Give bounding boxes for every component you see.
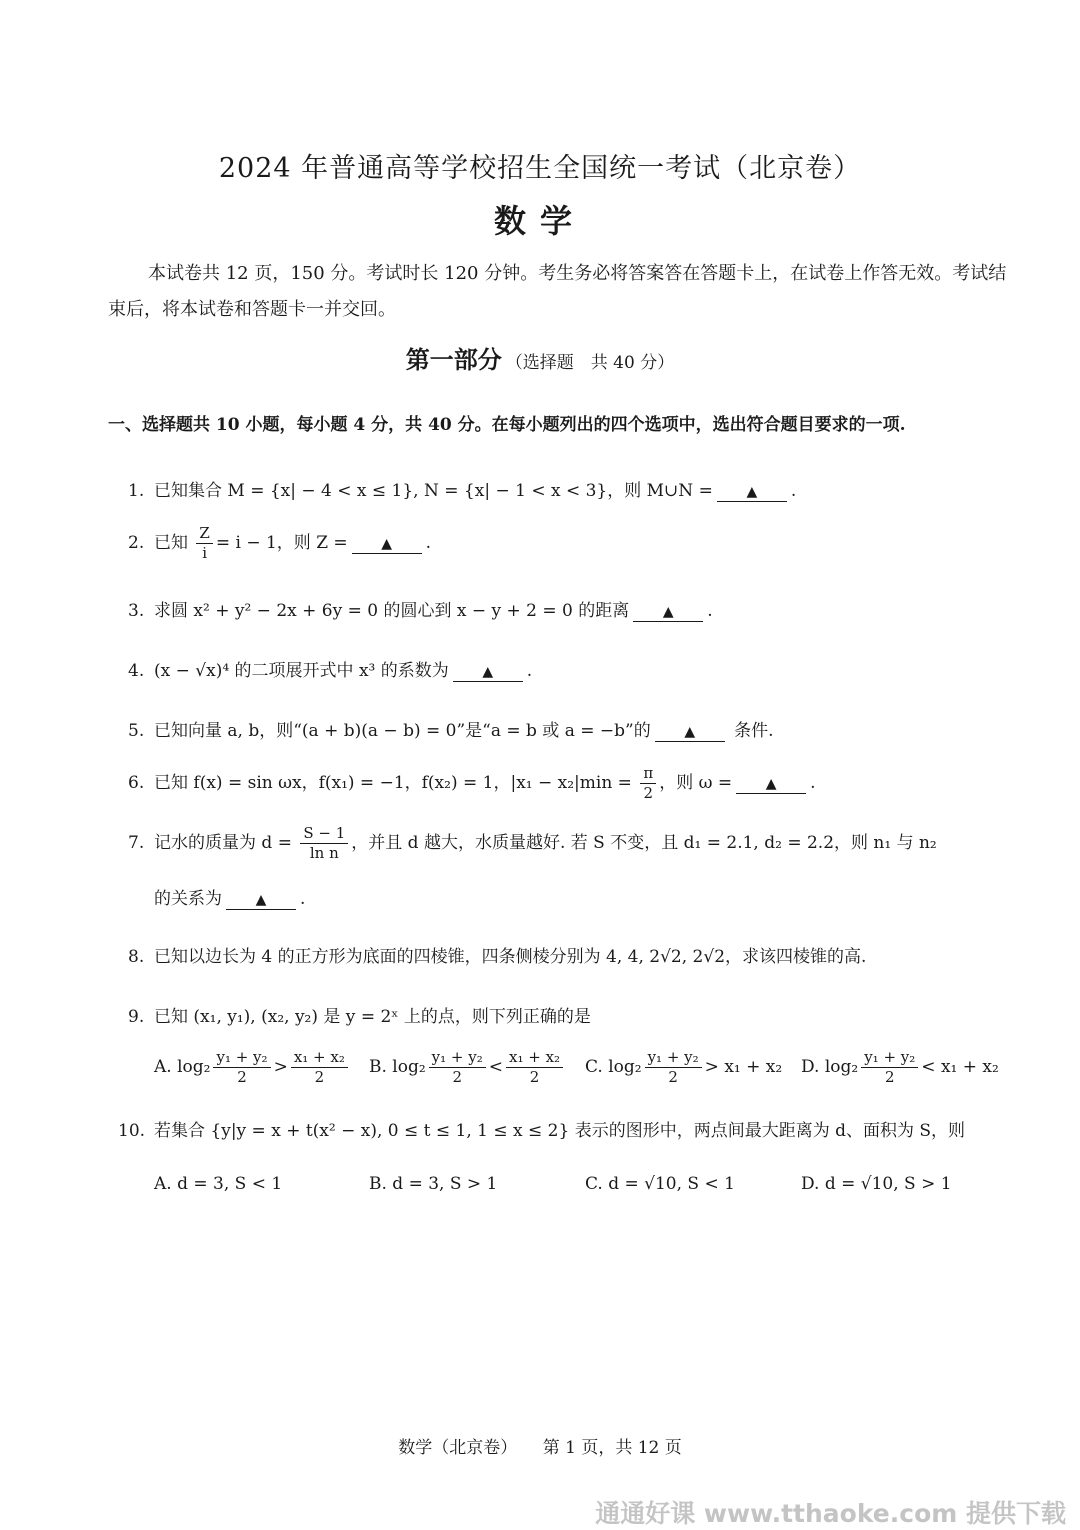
question-text: 已知 bbox=[154, 533, 188, 553]
numerator: y₁ + y₂ bbox=[861, 1048, 918, 1068]
blank-mark: ▲ bbox=[662, 604, 674, 620]
question-text: 的关系为 bbox=[154, 889, 222, 909]
q9-option-c bbox=[585, 1048, 782, 1087]
blank-mark: ▲ bbox=[765, 776, 777, 792]
option-label: A. log₂ bbox=[154, 1057, 211, 1077]
question-text: 已知 f(x) = sin ωx，f(x₁) = −1，f(x₂) = 1，|x₁ − x₂|min = bbox=[154, 773, 632, 793]
question-number: 3. bbox=[128, 601, 145, 621]
relation: < x₁ + x₂ bbox=[921, 1057, 999, 1077]
fraction bbox=[861, 1048, 918, 1087]
question-number: 8. bbox=[128, 947, 145, 967]
question-number: 5. bbox=[128, 721, 145, 741]
question-number: 9. bbox=[128, 1007, 145, 1027]
denominator: 2 bbox=[529, 1068, 540, 1086]
fraction bbox=[300, 824, 348, 863]
relation: > bbox=[273, 1057, 288, 1077]
question-text: 已知集合 M = {x| − 4 < x ≤ 1}, N = {x| − 1 < x < 3}，则 M∪N = bbox=[154, 481, 713, 501]
answer-blank bbox=[352, 534, 422, 554]
part-heading bbox=[0, 340, 1080, 375]
numerator: y₁ + y₂ bbox=[213, 1048, 270, 1068]
question-end: . bbox=[810, 773, 816, 793]
denominator: 2 bbox=[452, 1068, 462, 1086]
fraction bbox=[645, 1048, 702, 1087]
question-text: 若集合 {y|y = x + t(x² − x), 0 ≤ t ≤ 1, 1 ≤ x ≤ 2} 表示的图形中，两点间最大距离为 d、面积为 S，则 bbox=[154, 1121, 966, 1141]
watermark: 通通好课 www.tthaoke.com 提供下载 bbox=[595, 1499, 1066, 1528]
numerator: S − 1 bbox=[300, 824, 348, 844]
question-9 bbox=[128, 1002, 591, 1027]
q10-option-c: C. d = √10, S < 1 bbox=[585, 1174, 735, 1194]
question-end: . bbox=[790, 481, 797, 501]
question-7-line-2 bbox=[154, 884, 305, 910]
blank-mark: ▲ bbox=[684, 724, 696, 740]
denominator: i bbox=[202, 544, 208, 562]
exam-title: 2024 年普通高等学校招生全国统一考试（北京卷） bbox=[218, 153, 862, 184]
question-end: . bbox=[526, 661, 533, 681]
question-end: . bbox=[425, 533, 432, 553]
part-main: 第一部分 bbox=[405, 345, 502, 374]
question-text: 已知以边长为 4 的正方形为底面的四棱锥，四条侧棱分别为 4, 4, 2√2, 2√2，求该四棱锥的高. bbox=[154, 947, 867, 967]
fraction bbox=[291, 1048, 348, 1087]
question-text: 已知向量 a, b，则“(a + b)(a − b) = 0”是“a = b 或 a = −b”的 bbox=[154, 721, 651, 741]
blank-mark: ▲ bbox=[482, 664, 494, 680]
question-text: 记水的质量为 d = bbox=[154, 833, 292, 853]
denominator: 2 bbox=[237, 1068, 247, 1086]
question-number: 10. bbox=[118, 1121, 146, 1141]
fraction bbox=[640, 764, 656, 803]
question-number: 1. bbox=[128, 481, 145, 501]
question-4 bbox=[128, 656, 532, 682]
part-sub: （选择题 共 40 分） bbox=[505, 353, 675, 373]
q9-option-b bbox=[369, 1048, 566, 1087]
option-label: D. log₂ bbox=[801, 1057, 859, 1077]
numerator: y₁ + y₂ bbox=[429, 1048, 486, 1068]
question-number: 7. bbox=[128, 833, 145, 853]
question-10 bbox=[118, 1116, 965, 1141]
question-text: (x − √x)⁴ 的二项展开式中 x³ 的系数为 bbox=[154, 661, 449, 681]
intro-paragraph: 本试卷共 12 页，150 分。考试时长 120 分钟。考生务必将答案答在答题卡上，在试卷上作答无效。考试结束后，将本试卷和答题卡一并交回。 bbox=[108, 263, 1007, 320]
question-3 bbox=[128, 596, 713, 622]
relation: < bbox=[488, 1057, 504, 1077]
numerator: x₁ + x₂ bbox=[506, 1048, 563, 1068]
question-end: . bbox=[300, 889, 306, 909]
q10-option-a: A. d = 3, S < 1 bbox=[154, 1174, 283, 1194]
blank-mark: ▲ bbox=[255, 892, 267, 908]
question-text-cont: = i − 1，则 Z = bbox=[215, 533, 348, 553]
answer-blank bbox=[633, 602, 703, 622]
denominator: ln n bbox=[309, 844, 339, 862]
numerator: Z bbox=[196, 524, 212, 544]
q10-option-d: D. d = √10, S > 1 bbox=[801, 1174, 952, 1194]
question-2 bbox=[128, 524, 431, 563]
question-end: 条件. bbox=[728, 721, 774, 741]
blank-mark: ▲ bbox=[746, 484, 758, 500]
subject-title: 数学 bbox=[493, 202, 586, 240]
numerator: x₁ + x₂ bbox=[291, 1048, 348, 1068]
denominator: 2 bbox=[643, 784, 654, 802]
denominator: 2 bbox=[884, 1068, 895, 1086]
q9-option-a bbox=[154, 1048, 351, 1087]
q10-option-b: B. d = 3, S > 1 bbox=[369, 1174, 498, 1194]
page-footer: 数学（北京卷） 第 1 页，共 12 页 bbox=[398, 1438, 682, 1458]
answer-blank bbox=[717, 482, 787, 502]
blank-mark: ▲ bbox=[381, 536, 393, 552]
question-text: 求圆 x² + y² − 2x + 6y = 0 的圆心到 x − y + 2 = 0 的距离 bbox=[154, 601, 630, 621]
question-text: 已知 (x₁, y₁), (x₂, y₂) 是 y = 2ˣ 上的点，则下列正确的是 bbox=[154, 1007, 591, 1027]
fraction bbox=[506, 1048, 563, 1087]
section-heading: 一、选择题共 10 小题，每小题 4 分，共 40 分。在每小题列出的四个选项中，选出符合题目要求的一项. bbox=[108, 415, 906, 435]
question-8 bbox=[128, 942, 866, 967]
question-end: . bbox=[707, 601, 713, 621]
option-label: B. log₂ bbox=[369, 1057, 426, 1077]
question-6 bbox=[128, 764, 816, 803]
question-7 bbox=[128, 824, 937, 863]
fraction bbox=[213, 1048, 270, 1087]
answer-blank bbox=[736, 774, 806, 794]
numerator: y₁ + y₂ bbox=[645, 1048, 702, 1068]
question-number: 4. bbox=[128, 661, 145, 681]
denominator: 2 bbox=[314, 1068, 325, 1086]
option-label: C. log₂ bbox=[585, 1057, 642, 1077]
q9-option-d bbox=[801, 1048, 999, 1087]
question-number: 2. bbox=[128, 533, 145, 553]
answer-blank bbox=[226, 890, 296, 910]
relation: > x₁ + x₂ bbox=[704, 1057, 783, 1077]
denominator: 2 bbox=[668, 1068, 678, 1086]
answer-blank bbox=[655, 722, 725, 742]
answer-blank bbox=[453, 662, 523, 682]
numerator: π bbox=[640, 764, 656, 784]
fraction bbox=[429, 1048, 486, 1087]
question-1 bbox=[128, 476, 796, 502]
question-number: 6. bbox=[128, 773, 145, 793]
fraction bbox=[196, 524, 212, 563]
question-text-cont: ，则 ω = bbox=[659, 773, 733, 793]
question-text-cont: ，并且 d 越大，水质量越好. 若 S 不变，且 d₁ = 2.1, d₂ = 2.2，则 n₁ 与 n₂ bbox=[351, 833, 937, 853]
question-5 bbox=[128, 716, 774, 742]
